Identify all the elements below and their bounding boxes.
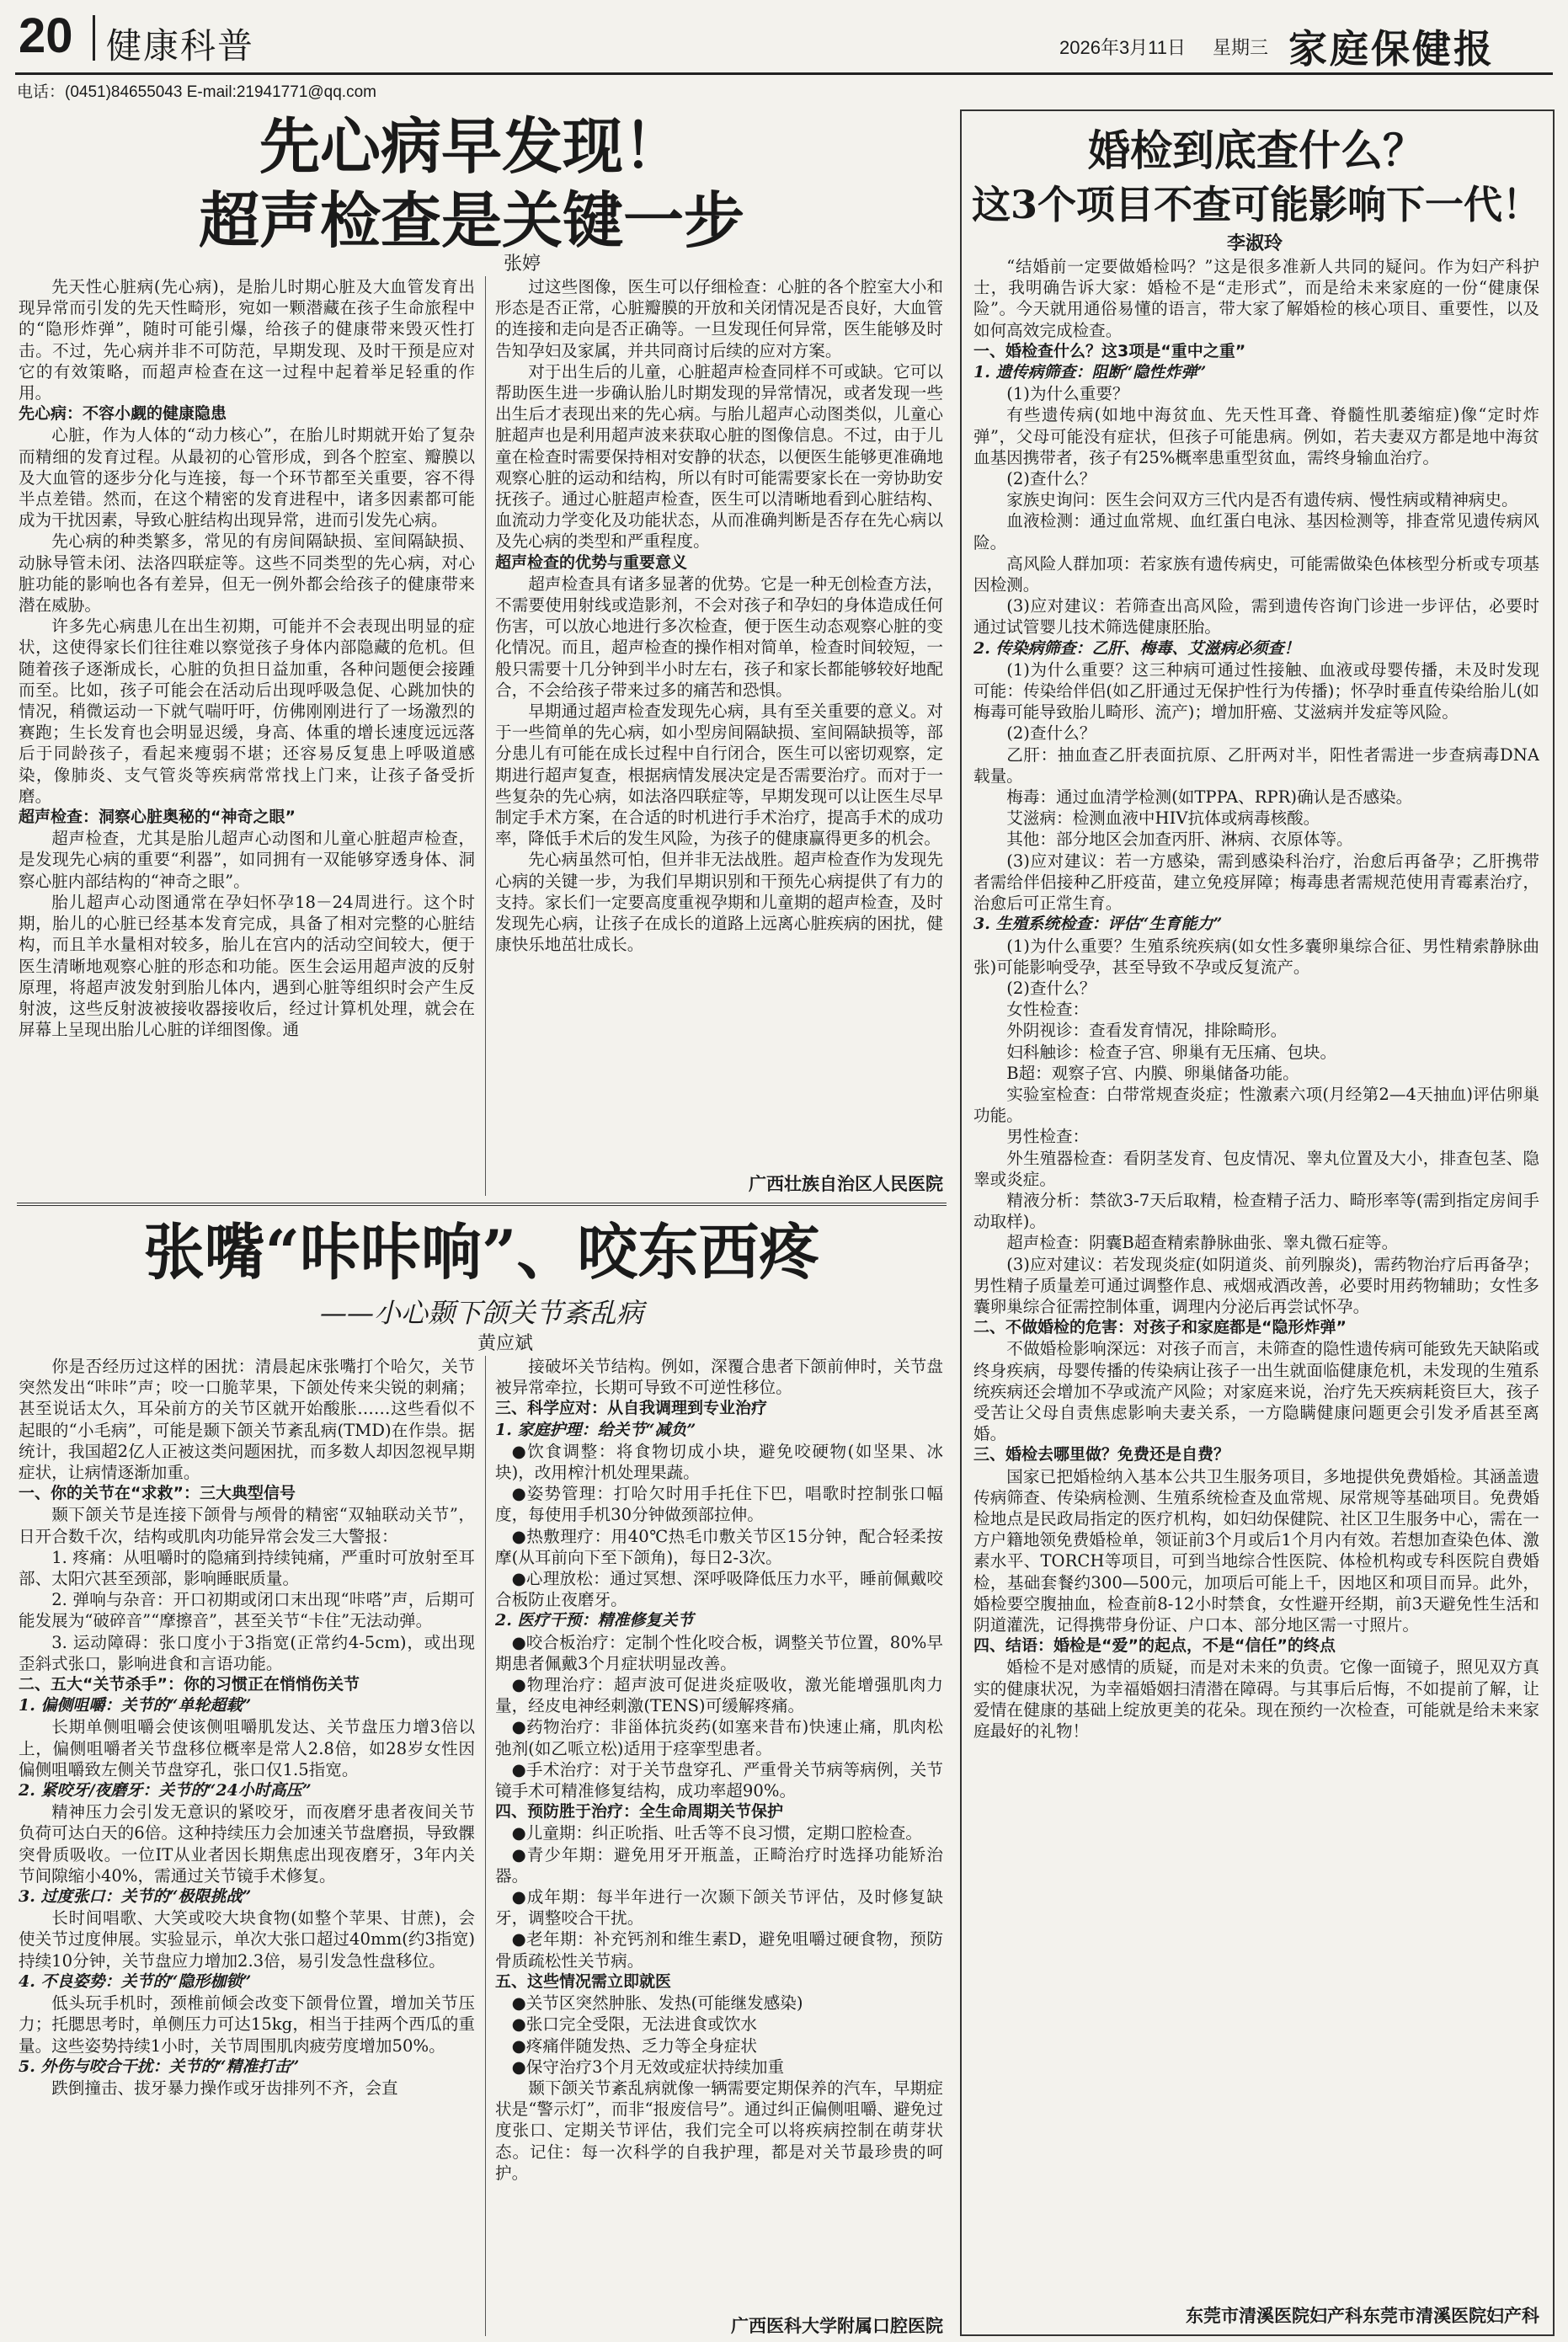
sub-heading: 1. 家庭护理：给关节“减负” <box>495 1420 696 1439</box>
sub-heading: 1. 遗传病筛查：阻断“隐性炸弹” <box>973 363 1207 382</box>
paragraph: 国家已把婚检纳入基本公共卫生服务项目，多地提供免费婚检。其涵盖遗传病筛查、传染病检测、生殖系统检查及血常规、尿常规等基础项目。免费婚检地点是民政局指定的医疗机构，如妇幼保健院、社区卫生服务中心，需在一方户籍地领免费婚检单，领证前3个月或后1个月内有效。若想加查染色体、激素水平、TORCH等项目，可到当地综合性医院、体检机构或专科医院自费婚检，基础套餐约300—500元，加项后可能上千，因地区和项目而异。此外，婚检要空腹抽血，检查前8-12小时禁食，女性避开经期，前3天避免性生活和阴道灌洗，记得携带身份证、户口本、部分地区需一寸照片。 <box>973 1466 1539 1635</box>
paragraph: 早期通过超声检查发现先心病，具有至关重要的意义。对于一些简单的先心病，如小型房间隔缺损、室间隔缺损等，部分患儿有可能在成长过程中自行闭合，医生可以密切观察，定期进行超声复查，根据病情发展决定是否需要治疗。而对于一些复杂的先心病，如法洛四联症等，早期发现可以让医生尽早制定手术方案，在合适的时机进行手术治疗，提高手术的成功率，降低手术后的发生风险，为孩子的健康赢得更多的机会。 <box>495 702 943 849</box>
paragraph: 乙肝：抽血查乙肝表面抗原、乙肝两对半，阳性者需进一步查病毒DNA载量。 <box>973 744 1539 786</box>
paragraph: (3)应对建议：若筛查出高风险，需到遗传咨询门诊进一步评估，必要时通过试管婴儿技术筛选健康胚胎。 <box>973 596 1539 638</box>
paragraph: 胎儿超声心动图通常在孕妇怀孕18－24周进行。这个时期，胎儿的心脏已经基本发育完成，具备了相对完整的心脏结构，而且羊水量相对较多，胎儿在宫内的活动空间较大，便于医生清晰地观察心脏的形态和功能。医生会运用超声波的反射原理，将超声波发射到胎儿体内，遇到心脏等组织时会产生反射波，这些反射波被接收器接收后，经过计算机处理，就会在屏幕上呈现出胎儿心脏的详细图像。通 <box>19 892 475 1040</box>
article-divider <box>17 1203 947 1206</box>
section-heading: 四、预防胜于治疗：全生命周期关节保护 <box>495 1802 784 1822</box>
section-heading: 二、不做婚检的危害：对孩子和家庭都是“隐形炸弹” <box>973 1318 1347 1337</box>
sub-heading: 2. 医疗干预：精准修复关节 <box>495 1611 694 1630</box>
bullet-item: ● 物理治疗：超声波可促进炎症吸收，激光能增强肌肉力量，经皮电神经刺激(TENS)可缓解疼痛。 <box>495 1674 943 1716</box>
paragraph: (3)应对建议：若发现炎症(如阴道炎、前列腺炎)，需药物治疗后再备孕；男性精子质量差可通过调整作息、戒烟戒酒改善，必要时用药物辅助；女性多囊卵巢综合征需控制体重，调理内分泌后再尝试怀孕。 <box>973 1254 1539 1316</box>
paragraph: 家族史询问：医生会问双方三代内是否有遗传病、慢性病或精神病史。 <box>1006 490 1518 510</box>
paragraph: 先心病的种类繁多，常见的有房间隔缺损、室间隔缺损、动脉导管未闭、法洛四联症等。这些不同类型的先心病，对心脏功能的影响也各有差异，但无一例外都会给孩子的健康带来潜在威胁。 <box>19 531 475 616</box>
paragraph: 精神压力会引发无意识的紧咬牙，而夜磨牙患者夜间关节负荷可达白天的6倍。这种持续压力会加速关节盘磨损，导致髁突骨质吸收。一位IT从业者因长期焦虑出现夜磨牙，3年内关节间隙缩小40%，需通过关节镜手术修复。 <box>19 1802 475 1886</box>
paragraph: 心脏，作为人体的“动力核心”，在胎儿时期就开始了复杂而精细的发育过程。从最初的心管形成，到各个腔室、瓣膜以及大血管的逐步分化与连接，每一个环节都至关重要，容不得半点差错。然而，在这个精密的发育进程中，诸多因素都可能成为干扰因素，导致心脏结构出现异常，进而引发先心病。 <box>19 425 475 531</box>
article2-credit: 广西医科大学附属口腔医院 <box>731 2316 943 2336</box>
article3-title-line1: 婚检到底查什么？ <box>1088 125 1425 175</box>
paper-name: 家庭保健报 <box>1288 26 1495 72</box>
paragraph: 先天性心脏病(先心病)，是胎儿时期心脏及大血管发育出现异常而引发的先天性畸形，宛如一颗潜藏在孩子生命旅程中的“隐形炸弹”，随时可能引爆，给孩子的健康带来毁灭性打击。不过，先心病并非不可防范，早期发现、及时干预是应对它的有效策略，而超声检查在这一过程中起着举足轻重的作用。 <box>19 277 475 403</box>
article3-credit: 东莞市清溪医院妇产科东莞市清溪医院妇产科 <box>1186 2306 1539 2326</box>
article1-title-line1: 先心病早发现！ <box>259 110 684 182</box>
paragraph: 艾滋病：检测血液中HIV抗体或病毒核酸。 <box>1006 808 1320 829</box>
header-divider <box>93 15 95 61</box>
paragraph: 超声检查具有诸多显著的优势。它是一种无创检查方法，不需要使用射线或造影剂，不会对孩子和孕妇的身体造成任何伤害，可以放心地进行多次检查，便于医生动态观察心脏的变化情况。而且，超声检查的操作相对简单，检查时间较短，一般只需要十几分钟到半小时左右，孩子和家长都能够较好地配合，不会给孩子带来过多的痛苦和恐惧。 <box>495 573 943 700</box>
bullet-item: ● 儿童期：纠正吮指、吐舌等不良习惯，定期口腔检查。 <box>495 1822 943 1843</box>
header-rule <box>15 72 1553 75</box>
paragraph: 先心病虽然可怕，但并非无法战胜。超声检查作为发现先心病的关键一步，为我们早期识别和干预先心病提供了有力的支持。家长们一定要高度重视孕期和儿童期的超声检查，及时发现先心病，让孩子在成长的道路上远离心脏疾病的困扰，健康快乐地茁壮成长。 <box>495 850 943 955</box>
section-heading: 先心病：不容小觑的健康隐患 <box>19 404 227 424</box>
sub-heading: 2. 紧咬牙/夜磨牙：关节的“24小时高压” <box>19 1781 312 1801</box>
paragraph: 男性检查： <box>1006 1127 1090 1147</box>
paragraph: (2)查什么？ <box>1006 723 1096 744</box>
paragraph: 超声检查：阴囊B超查精索静脉曲张、睾丸微石症等。 <box>1006 1233 1399 1253</box>
bullet-item: ● 张口完全受限，无法进食或饮水 <box>495 2014 943 2035</box>
paragraph: 血液检测：通过血常规、血红蛋白电泳、基因检测等，排查常见遗传病风险。 <box>973 511 1539 552</box>
article3-author: 李淑玲 <box>1226 232 1283 254</box>
paragraph: (2)查什么？ <box>1006 978 1096 998</box>
paragraph: 3. 运动障碍：张口度小于3指宽(正常约4-5cm)，或出现歪斜式张口，影响进食和言语功能。 <box>19 1632 475 1673</box>
paragraph: (1)为什么重要？生殖系统疾病(如女性多囊卵巢综合征、男性精索静脉曲张)可能影响受孕，甚至导致不孕或反复流产。 <box>973 936 1539 977</box>
paragraph: B超：观察子宫、内膜、卵巢储备功能。 <box>1006 1063 1299 1083</box>
bullet-item: ● 姿势管理：打哈欠时用手托住下巴，唱歌时控制张口幅度，每使用手机30分钟做颈部拉伸。 <box>495 1483 943 1525</box>
paragraph: 妇科触诊：检查子宫、卵巢有无压痛、包块。 <box>1006 1042 1337 1062</box>
sub-heading: 2. 传染病筛查：乙肝、梅毒、艾滋病必须查！ <box>973 638 1300 658</box>
paragraph: 颞下颌关节紊乱病就像一辆需要定期保养的汽车，早期症状是“警示灯”，而非“报废信号”。通过纠正偏侧咀嚼、避免过度张口、定期关节评估，我们完全可以将疾病控制在萌芽状态。记住：每一次科学的自我护理，都是对关节最珍贵的呵护。 <box>495 2078 943 2183</box>
bullet-item: ● 心理放松：通过冥想、深呼吸降低压力水平，睡前佩戴咬合板防止夜磨牙。 <box>495 1568 943 1610</box>
bullet-item: ● 关节区突然肿胀、发热(可能继发感染) <box>495 1993 943 2014</box>
article3-body <box>973 256 1539 2294</box>
paragraph: 过这些图像，医生可以仔细检查：心脏的各个腔室大小和形态是否正常，心脏瓣膜的开放和关闭情况是否良好，大血管的连接和走向是否正确等。一旦发现任何异常，医生能够及时告知孕妇及家属，并共同商讨后续的应对方案。 <box>495 277 943 360</box>
paragraph: 不做婚检影响深远：对孩子而言，未筛查的隐性遗传病可能致先天缺陷或终身疾病，母婴传播的传染病让孩子一出生就面临健康危机，未发现的生殖系统疾病还会增加不孕或流产风险；对家庭来说，治疗先天疾病耗资巨大，孩子受苦让父母自责焦虑影响夫妻关系，一方隐瞒健康问题更会引发矛盾甚至离婚。 <box>973 1339 1539 1444</box>
section-heading: 三、科学应对：从自我调理到专业治疗 <box>495 1399 768 1418</box>
section-heading: 二、五大“关节杀手”：你的习惯正在悄悄伤关节 <box>19 1675 360 1694</box>
article1-credit: 广西壮族自治区人民医院 <box>749 1174 943 1194</box>
paragraph: 梅毒：通过血清学检测(如TPPA、RPR)确认是否感染。 <box>1006 787 1413 808</box>
sub-heading: 5. 外伤与咬合干扰：关节的“精准打击” <box>19 2057 300 2076</box>
article3-title-line2: 这3个项目不查可能影响下一代！ <box>971 182 1541 227</box>
paragraph: 有些遗传病(如地中海贫血、先天性耳聋、脊髓性肌萎缩症)像“定时炸弹”，父母可能没有症状，但孩子可能患病。例如，若夫妻双方都是地中海贫血基因携带者，孩子有25%概率患重型贫血，需终身输血治疗。 <box>973 405 1539 467</box>
paragraph: (3)应对建议：若一方感染，需到感染科治疗，治愈后再备孕；乙肝携带者需给伴侣接种乙肝疫苗，建立免疫屏障；梅毒患者需规范使用青霉素治疗，治愈后可正常生育。 <box>973 851 1539 914</box>
section-heading: 一、婚检查什么？这3项是“重中之重” <box>973 341 1246 360</box>
column-divider <box>485 276 486 1196</box>
paragraph: 跌倒撞击、拔牙暴力操作或牙齿排列不齐，会直 <box>51 2078 398 2098</box>
sub-heading: 1. 偏侧咀嚼：关节的“单轮超载” <box>19 1696 252 1715</box>
section-heading: 四、结语：婚检是“爱”的起点，不是“信任”的终点 <box>973 1636 1336 1656</box>
paragraph: 外生殖器检查：看阴茎发育、包皮情况、睾丸位置及大小，排查包茎、隐睾或炎症。 <box>973 1148 1539 1189</box>
paragraph: “结婚前一定要做婚检吗？”这是很多准新人共同的疑问。作为妇产科护士，我明确告诉大家：婚检不是“走形式”，而是给未来家庭的一份“健康保险”。今天就用通俗易懂的语言，带大家了解婚检的核心项目、重要性，以及如何高效完成检查。 <box>973 257 1539 340</box>
paragraph: 颞下颌关节是连接下颌骨与颅骨的精密“双轴联动关节”，日开合数千次，结构或肌肉功能异常会发三大警报： <box>19 1505 475 1546</box>
section-heading: 超声检查：洞察心脏奥秘的“神奇之眼” <box>19 808 296 827</box>
issue-weekday: 星期三 <box>1213 38 1269 59</box>
paragraph: 长时间唱歌、大笑或咬大块食物(如整个苹果、甘蔗)，会使关节过度伸展。实验显示，单次大张口超过40mm(约3指宽)持续10分钟，关节盘应力增加2.3倍，易引发急性盘移位。 <box>19 1908 475 1971</box>
paragraph: (2)查什么？ <box>1006 469 1096 489</box>
section-title: 健康科普 <box>106 25 255 67</box>
paragraph: (1)为什么重要？这三种病可通过性接触、血液或母婴传播，未及时发现可能：传染给伴侣(如乙肝通过无保护性行为传播)；怀孕时垂直传染给胎儿(如梅毒可能导致胎儿畸形、流产)；增加肝癌、艾滋病并发症等风险。 <box>973 659 1539 723</box>
bullet-item: ● 保守治疗3个月无效或症状持续加重 <box>495 2057 943 2078</box>
paragraph: 长期单侧咀嚼会使该侧咀嚼肌发达、关节盘压力增3倍以上，偏侧咀嚼者关节盘移位概率是常人2.8倍，如28岁女性因偏侧咀嚼致左侧关节盘穿孔，张口仅1.5指宽。 <box>19 1717 475 1779</box>
article2-author: 黄应斌 <box>477 1333 533 1354</box>
paragraph: 许多先心病患儿在出生初期，可能并不会表现出明显的症状，这使得家长们往往难以察觉孩子身体内部隐藏的危机。但随着孩子逐渐成长，心脏的负担日益加重，各种问题便会接踵而至。比如，孩子可能会在活动后出现呼吸急促、心跳加快的情况，稍微运动一下就气喘吁吁，仿佛刚刚进行了一场激烈的赛跑；生长发育也会明显迟缓，身高、体重的增长速度远远落后于同龄孩子，看起来瘦弱不堪；还容易反复患上呼吸道感染，像肺炎、支气管炎等疾病常常找上门来，让孩子备受折磨。 <box>19 616 475 806</box>
paragraph: 外阴视诊：查看发育情况，排除畸形。 <box>1006 1021 1288 1041</box>
paragraph: 你是否经历过这样的困扰：清晨起床张嘴打个哈欠，关节突然发出“咔咔”声；咬一口脆苹果，下颌处传来尖锐的刺痛；甚至说话太久，耳朵前方的关节区就开始酸胀……这些看似不起眼的“小毛病”，可能是颞下颌关节紊乱病(TMD)在作祟。据统计，我国超2亿人正被这类问题困扰，而多数人却因忽视早期症状，让病情逐渐加重。 <box>19 1357 475 1483</box>
bullet-item: ● 疼痛伴随发热、乏力等全身症状 <box>495 2035 943 2057</box>
article1-title-line2: 超声检查是关键一步 <box>198 184 744 256</box>
bullet-item: ● 药物治疗：非甾体抗炎药(如塞来昔布)快速止痛，肌肉松弛剂(如乙哌立松)适用于痉挛型患者。 <box>495 1716 943 1758</box>
section-heading: 三、婚检去哪里做？免费还是自费？ <box>973 1445 1230 1464</box>
section-heading: 一、你的关节在“求救”：三大典型信号 <box>19 1484 296 1503</box>
sub-heading: 3. 过度张口：关节的“极限挑战” <box>19 1887 252 1907</box>
article2-column-1 <box>19 1356 475 2336</box>
article1-column-1 <box>19 276 475 1196</box>
paragraph: 高风险人群加项：若家族有遗传病史，可能需做染色体核型分析或专项基因检测。 <box>973 553 1539 595</box>
column-divider <box>485 1356 486 2336</box>
paragraph: 对于出生后的儿童，心脏超声检查同样不可或缺。它可以帮助医生进一步确认胎儿时期发现的异常情况，或者发现一些出生后才表现出来的先心病。与胎儿超声心动图类似，儿童心脏超声也是利用超声波来获取心脏的图像信息。不过，由于儿童在检查时需要保持相对安静的状态，以便医生能够更准确地观察心脏的运动和结构，所以有时可能需要家长在一旁协助安抚孩子。通过心脏超声检查，医生可以清晰地看到心脏结构、血流动力学变化及功能状态，从而准确判断是否存在先心病以及先心病的类型和严重程度。 <box>495 361 943 552</box>
paragraph: 实验室检查：白带常规查炎症；性激素六项(月经第2—4天抽血)评估卵巢功能。 <box>973 1084 1539 1126</box>
paragraph: 2. 弹响与杂音：开口初期或闭口末出现“咔嗒”声，后期可能发展为“破碎音”“摩擦音”，甚至关节“卡住”无法动弹。 <box>19 1590 475 1631</box>
bullet-item: ● 饮食调整：将食物切成小块，避免咬硬物(如坚果、冰块)，改用榨汁机处理果蔬。 <box>495 1441 943 1483</box>
paragraph: 其他：部分地区会加查丙肝、淋病、衣原体等。 <box>1006 830 1353 850</box>
paragraph: 女性检查： <box>1006 1000 1090 1020</box>
paragraph: 婚检不是对感情的质疑，而是对未来的负责。它像一面镜子，照见双方真实的健康状况，为幸福婚姻扫清潜在障碍。与其事后后悔，不如提前了解，让爱情在健康的基础上绽放更美的花朵。现在预约一次检查，可能就是给未来家庭最好的礼物！ <box>973 1657 1539 1742</box>
page-number: 20 <box>19 8 73 63</box>
contact-line: 电话：(0451)84655043 E-mail:21941771@qq.com <box>17 83 376 101</box>
bullet-item: ● 老年期：补充钙剂和维生素D，避免咀嚼过硬食物，预防骨质疏松性关节病。 <box>495 1929 943 1971</box>
issue-date: 2026年3月11日 <box>1059 37 1187 58</box>
article1-author: 张婷 <box>503 253 541 275</box>
article1-column-2 <box>495 276 943 1135</box>
section-heading: 超声检查的优势与重要意义 <box>495 552 688 572</box>
paragraph: 1. 疼痛：从咀嚼时的隐痛到持续钝痛，严重时可放射至耳部、太阳穴甚至颈部，影响睡眠质量。 <box>19 1547 475 1589</box>
section-heading: 五、这些情况需立即就医 <box>495 1971 672 1991</box>
bullet-item: ● 热敷理疗：用40℃热毛巾敷关节区15分钟，配合轻柔按摩(从耳前向下至下颌角)，每日2-3次。 <box>495 1526 943 1568</box>
paragraph: 低头玩手机时，颈椎前倾会改变下颌骨位置，增加关节压力；托腮思考时，单侧压力可达15kg，相当于挂两个西瓜的重量。这些姿势持续1小时，关节周围肌肉疲劳度增加50%。 <box>19 1993 475 2056</box>
paragraph: (1)为什么重要？ <box>1006 384 1129 404</box>
bullet-item: ● 咬合板治疗：定制个性化咬合板，调整关节位置，80%早期患者佩戴3个月症状明显改善。 <box>495 1632 943 1674</box>
paragraph: 超声检查，尤其是胎儿超声心动图和儿童心脏超声检查，是发现先心病的重要“利器”，如同拥有一双能够穿透身体、洞察心脏内部结构的“神奇之眼”。 <box>19 829 475 891</box>
article2-subtitle: ——小心颞下颌关节紊乱病 <box>319 1297 643 1329</box>
sub-heading: 4. 不良姿势：关节的“隐形枷锁” <box>19 1971 252 1991</box>
bullet-item: ● 青少年期：避免用牙开瓶盖，正畸治疗时选择功能矫治器。 <box>495 1844 943 1886</box>
bullet-item: ● 成年期：每半年进行一次颞下颌关节评估，及时修复缺牙，调整咬合干扰。 <box>495 1886 943 1929</box>
paragraph: 接破坏关节结构。例如，深覆合患者下颌前伸时，关节盘被异常牵拉，长期可导致不可逆性移位。 <box>495 1357 943 1398</box>
sub-heading: 3. 生殖系统检查：评估“生育能力” <box>973 915 1223 934</box>
paragraph: 精液分析：禁欲3-7天后取精，检查精子活力、畸形率等(需到指定房间手动取样)。 <box>973 1190 1539 1232</box>
bullet-item: ● 手术治疗：对于关节盘穿孔、严重骨关节病等病例，关节镜手术可精准修复结构，成功率超90%。 <box>495 1759 943 1801</box>
article2-title: 张嘴“咔咔响”、咬东西疼 <box>143 1216 820 1288</box>
article2-column-2 <box>495 1356 943 2311</box>
